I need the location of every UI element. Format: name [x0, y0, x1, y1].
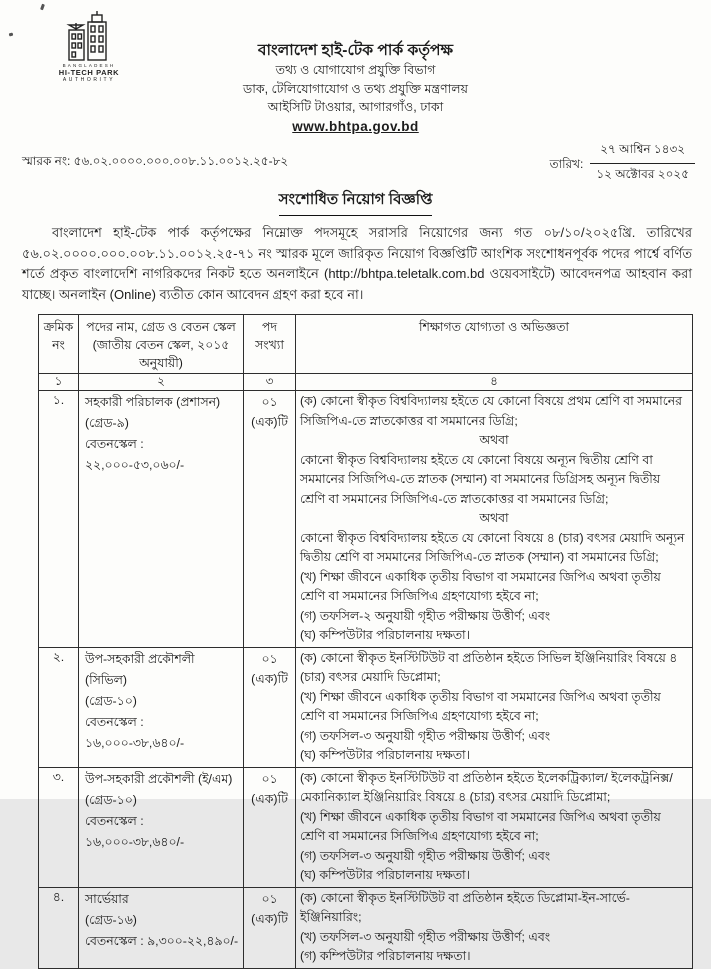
- qualification-line: কোনো স্বীকৃত বিশ্ববিদ্যালয় হইতে যে কোনো বিষয়ে অন্যূন দ্বিতীয় শ্রেণি বা সমমানের সিজিপিএ-তে স্নাতক (সম্মান) বা সমমানের ডিগ্রিসহ অন্যূন দ্বিতীয় শ্রেণি বা সমমানের সিজিপিএ-তে স্নাতকোত্তর বা সমমানের ডিগ্রি;: [300, 452, 661, 506]
- qualification-line: (ঘ) কম্পিউটার পরিচালনায় দক্ষতা।: [300, 748, 471, 762]
- position-line: (গ্রেড-৯): [85, 416, 129, 430]
- qualification-line: অথবা: [479, 511, 509, 525]
- position-line: বেতনস্কেল : ১৬,০০০-৩৮,৬৪০/-: [85, 714, 185, 750]
- header-serial: ক্রমিক নং: [39, 315, 79, 374]
- qualification-line: (ক) কোনো স্বীকৃত বিশ্ববিদ্যালয় হইতে যে কোনো বিষয়ে প্রথম শ্রেণি বা সমমানের সিজিপিএ-তে স্নাতকোত্তর বা সমমানের ডিগ্রি;: [300, 394, 682, 428]
- header-position-line2: (জাতীয় বেতন স্কেল, ২০১৫ অনুযায়ী): [92, 338, 230, 370]
- col-index: ৩: [244, 374, 296, 391]
- qualification-line: অথবা: [479, 433, 509, 447]
- table-row: [39, 767, 693, 887]
- serial-cell: ৪.: [39, 887, 79, 968]
- serial-cell: ২.: [39, 647, 79, 767]
- qualification-line: (ঘ) কম্পিউটার পরিচালনায় দক্ষতা।: [300, 628, 471, 642]
- count-cell: [244, 391, 296, 648]
- count-line: (এক)টি: [251, 415, 288, 429]
- serial-cell: ১.: [39, 391, 79, 648]
- memo-number: স্মারক নং: ৫৬.০২.০০০০.০০০.০০৮.১১.০০১২.২৫-৮২: [22, 154, 289, 168]
- position-line: (গ্রেড-১৬): [85, 912, 137, 927]
- col-index: ১: [39, 374, 79, 391]
- memo-date-row: [0, 135, 711, 186]
- qualification-line: (গ) তফসিল-২ অনুযায়ী গৃহীত পরীক্ষায় উত্তীর্ণ; এবং: [300, 608, 551, 623]
- header-qualification: শিক্ষাগত যোগ্যতা ও অভিজ্ঞতা: [296, 315, 693, 374]
- count-line: ০১: [261, 891, 278, 906]
- position-cell: [79, 391, 244, 648]
- position-line: (গ্রেড-১০): [85, 792, 137, 807]
- bhtpa-logo: [50, 10, 128, 83]
- org-header-block: [146, 40, 566, 137]
- qualification-line: (গ) তফসিল-৩ অনুযায়ী গৃহীত পরীক্ষায় উত্তীর্ণ; এবং: [300, 848, 551, 863]
- position-cell: [79, 887, 244, 968]
- qualification-cell: [296, 647, 693, 767]
- qualification-line: (খ) তফসিল-৩ অনুযায়ী গৃহীত পরীক্ষায় উত্তীর্ণ; এবং: [300, 929, 551, 944]
- qualification-line: (ঘ) কম্পিউটার পরিচালনায় দক্ষতা।: [300, 868, 471, 882]
- qualification-line: (গ) তফসিল-৩ অনুযায়ী গৃহীত পরীক্ষায় উত্তীর্ণ; এবং: [300, 728, 551, 743]
- date-gregorian: ১২ অক্টোবর ২০২৫: [596, 167, 689, 181]
- header-count: পদ সংখ্যা: [244, 315, 296, 374]
- table-row: [39, 391, 693, 648]
- qualification-line: (ক) কোনো স্বীকৃত ইনস্টিটিউট বা প্রতিষ্ঠান হইতে ডিপ্লোমা-ইন-সার্ভে-ইঞ্জিনিয়ারিং;: [300, 890, 630, 924]
- position-line: (গ্রেড-১০): [85, 693, 137, 708]
- position-line: বেতনস্কেল : ৯,৩০০-২২,৪৯০/-: [85, 933, 239, 948]
- notice-title: সংশোধিত নিয়োগ বিজ্ঞপ্তি: [279, 188, 433, 216]
- logo-text-authority: AUTHORITY: [62, 77, 116, 83]
- position-cell: [79, 767, 244, 887]
- org-address: আইসিটি টাওয়ার, আগারগাঁও, ঢাকা: [267, 100, 444, 114]
- qualification-line: (খ) শিক্ষা জীবনে একাধিক তৃতীয় বিভাগ বা সমমানের জিপিএ অথবা তৃতীয় শ্রেণি বা সমমানের সিজিপিএ গ্রহণযোগ্য হইবে না;: [300, 689, 661, 723]
- position-line: সহকারী পরিচালক (প্রশাসন): [85, 395, 221, 409]
- qualification-cell: [296, 887, 693, 968]
- header-position: [79, 315, 244, 374]
- count-line: (এক)টি: [251, 791, 288, 806]
- header-position-line1: পদের নাম, গ্রেড ও বেতন স্কেল: [86, 320, 236, 334]
- org-ministry: ডাক, টেলিযোগাযোগ ও তথ্য প্রযুক্তি মন্ত্রণালয়: [243, 81, 468, 96]
- qualification-cell: [296, 391, 693, 648]
- intro-paragraph: বাংলাদেশ হাই-টেক পার্ক কর্তৃপক্ষের নিম্নোক্ত পদসমূহে সরাসরি নিয়োগের জন্য গত ০৮/১০/২০২৫খ্রি. তারিখের ৫৬.০২.০০০০.০০০.০০৮.১১.০০১২.২৫-৭১ নং স্মারক মূলে জারিকৃত নিয়োগ বিজ্ঞপ্তিটি আংশিক সংশোধনপূর্বক পদের পার্শ্বে বর্ণিত শর্তে প্রকৃত বাংলাদেশি নাগরিকদের নিকট হতে অনলাইনে (http://bhtpa.teletalk.com.bd ওয়েবসাইটে) আবেদনপত্র আহবান করা যাচ্ছে। অনলাইন (Online) ব্যতীত কোন আবেদন গ্রহণ করা হবে না।: [22, 225, 692, 302]
- date-block: [550, 141, 695, 186]
- table-header-row: [39, 315, 693, 374]
- col-index: ২: [79, 374, 244, 391]
- org-website: www.bhtpa.gov.bd: [292, 118, 419, 134]
- position-line: বেতনস্কেল : ১৬,০০০-৩৮,৬৪০/-: [85, 813, 185, 849]
- date-label: তারিখ:: [549, 156, 584, 171]
- column-index-row: [39, 374, 693, 391]
- col-index: ৪: [296, 374, 693, 391]
- hi-tech-towers-icon: [50, 10, 128, 62]
- position-line: উপ-সহকারী প্রকৌশলী (সিভিল): [85, 651, 195, 687]
- count-cell: [244, 767, 296, 887]
- serial-cell: ৩.: [39, 767, 79, 887]
- count-line: ০১: [261, 395, 278, 409]
- qualification-line: (ক) কোনো স্বীকৃত ইনস্টিটিউট বা প্রতিষ্ঠান হইতে ইলেকট্রিক্যাল/ ইলেকট্রনিক্স/ মেকানিক্যাল ইঞ্জিনিয়ারিং বিষয়ে ৪ (চার) বৎসর মেয়াদি ডিপ্লোমা;: [300, 770, 673, 804]
- qualification-line: (খ) শিক্ষা জীবনে একাধিক তৃতীয় বিভাগ বা সমমানের জিপিএ অথবা তৃতীয় শ্রেণি বা সমমানের সিজিপিএ গ্রহণযোগ্য হইবে না;: [300, 809, 661, 843]
- logo-text-hitechpark: HI-TECH PARK: [58, 68, 120, 77]
- qualification-line: কোনো স্বীকৃত বিশ্ববিদ্যালয় হইতে যে কোনো বিষয়ে ৪ (চার) বৎসর মেয়াদি অন্যূন দ্বিতীয় শ্রেণি বা সমমানের সিজিপিএ-তে স্নাতক (সম্মান) বা সমমানের ডিগ্রি;: [300, 530, 685, 564]
- position-line: সার্ভেয়ার: [85, 891, 129, 906]
- count-line: ০১: [261, 771, 278, 786]
- org-name: বাংলাদেশ হাই-টেক পার্ক কর্তৃপক্ষ: [257, 42, 454, 59]
- qualification-line: (গ) কম্পিউটার পরিচালনায় দক্ষতা।: [300, 949, 471, 963]
- count-line: (এক)টি: [251, 671, 288, 686]
- logo-text-bangladesh: BANGLADESH: [62, 63, 116, 68]
- count-line: (এক)টি: [251, 911, 288, 926]
- qualification-cell: [296, 767, 693, 887]
- job-table: [38, 314, 693, 969]
- org-department: তথ্য ও যোগাযোগ প্রযুক্তি বিভাগ: [275, 63, 436, 77]
- position-line: বেতনস্কেল : ২২,০০০-৫৩,০৬০/-: [85, 437, 185, 472]
- qualification-line: (খ) শিক্ষা জীবনে একাধিক তৃতীয় বিভাগ বা সমমানের জিপিএ অথবা তৃতীয় শ্রেণি বা সমমানের সিজিপিএ গ্রহণযোগ্য হইবে না;: [300, 569, 661, 603]
- count-cell: [244, 887, 296, 968]
- position-line: উপ-সহকারী প্রকৌশলী (ই/এম): [85, 771, 233, 786]
- count-line: ০১: [261, 651, 278, 666]
- table-row: [39, 887, 693, 968]
- qualification-line: (ক) কোনো স্বীকৃত ইনস্টিটিউট বা প্রতিষ্ঠান হইতে সিভিল ইঞ্জিনিয়ারিং বিষয়ে ৪ (চার) বৎসর মেয়াদি ডিপ্লোমা;: [300, 650, 678, 684]
- date-fraction: [590, 141, 695, 186]
- letterhead: [0, 0, 711, 135]
- count-cell: [244, 647, 296, 767]
- table-row: [39, 647, 693, 767]
- position-cell: [79, 647, 244, 767]
- date-bangla: ২৭ আশ্বিন ১৪৩২: [590, 141, 695, 164]
